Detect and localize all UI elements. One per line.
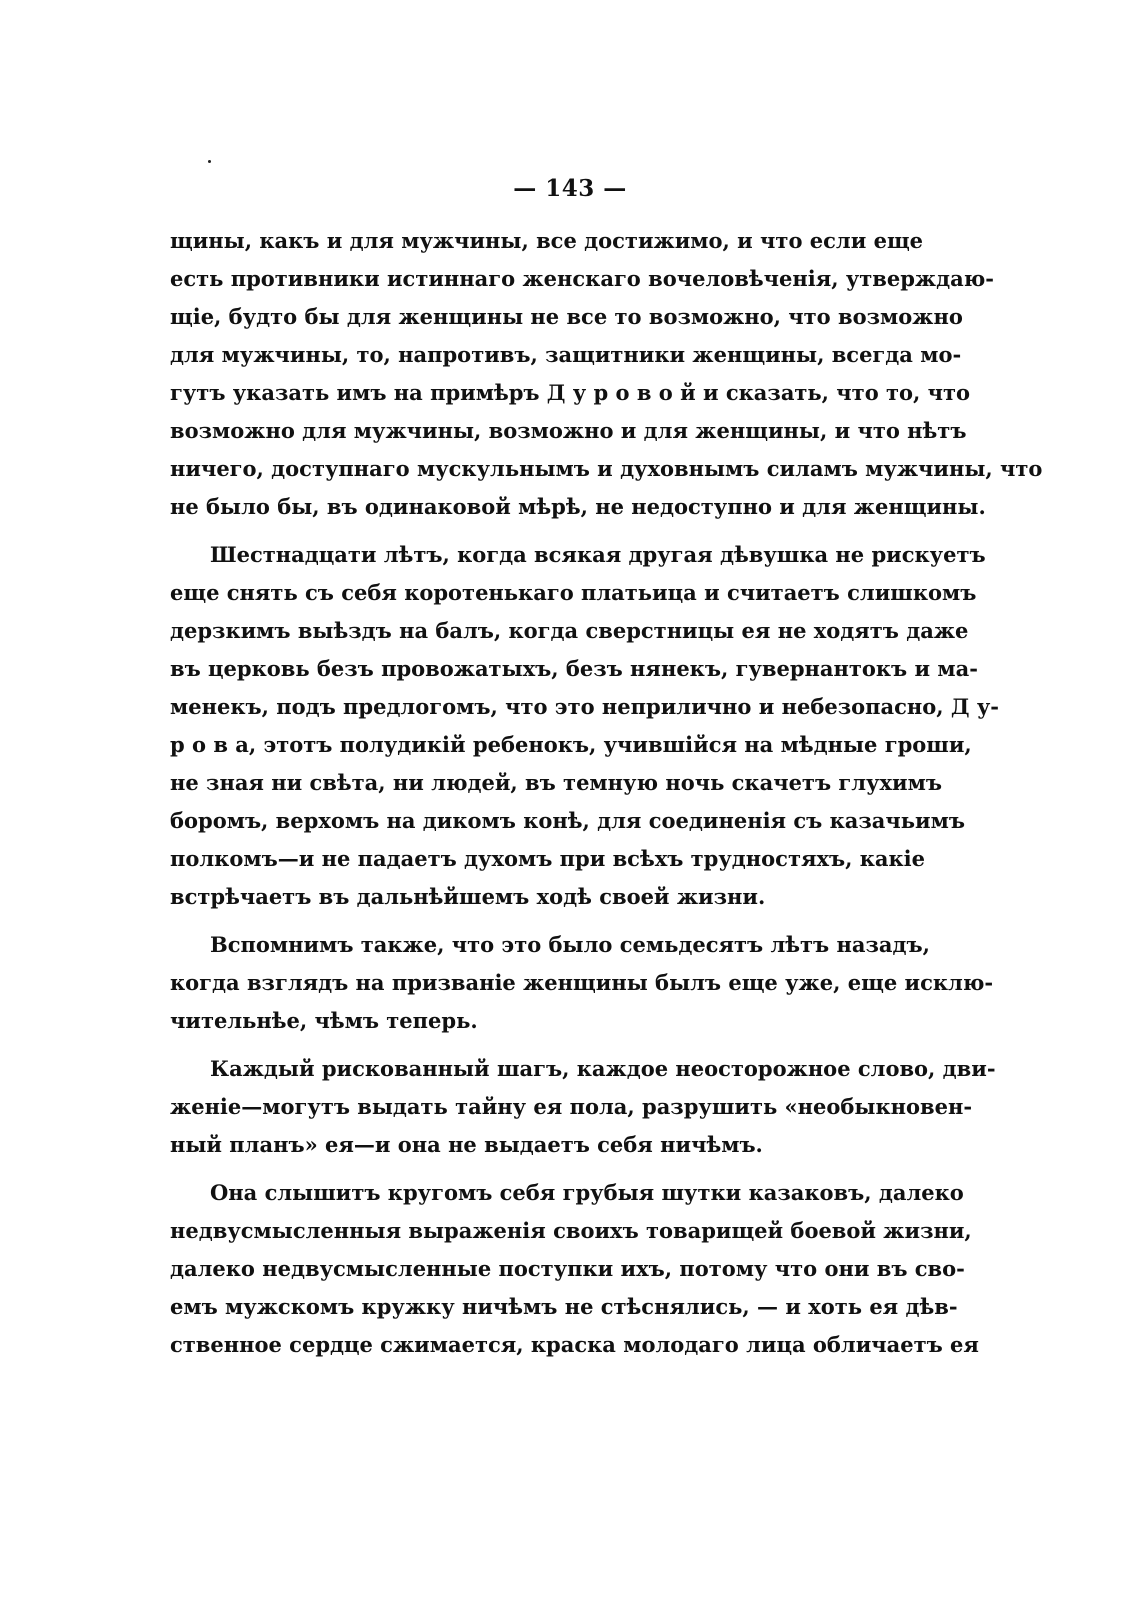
page-number: — 143 — [513,175,627,202]
body-text [170,222,1043,1374]
text-line: емъ мужскомъ кружку ничѣмъ не стѣснялись, — и хоть ея дѣв- [170,1294,958,1319]
text-line: ничего, доступнаго мускульнымъ и духовнымъ силамъ мужчины, что [170,456,1043,481]
text-line: ный планъ» ея—и она не выдаетъ себя ничѣмъ. [170,1132,763,1157]
paragraph [170,222,1043,526]
text-line: женіе—могутъ выдать тайну ея пола, разрушить «необыкновен- [170,1094,973,1119]
text-line: Она слышитъ кругомъ себя грубыя шутки казаковъ, далеко [210,1180,964,1205]
text-line: недвусмысленныя выраженія своихъ товарищей боевой жизни, [170,1218,972,1243]
paragraph [170,926,994,1040]
text-line: щины, какъ и для мужчины, все достижимо, и что если еще [170,228,924,253]
text-line: полкомъ—и не падаетъ духомъ при всѣхъ трудностяхъ, какіе [170,846,926,871]
text-line: не зная ни свѣта, ни людей, въ темную ночь скачетъ глухимъ [170,770,942,795]
text-line: боромъ, верхомъ на дикомъ конѣ, для соединенія съ казачьимъ [170,808,965,833]
text-line: менекъ, подъ предлогомъ, что это неприлично и небезопасно, Д у- [170,694,1000,719]
text-line: гутъ указать имъ на примѣръ Д у р о в о й и сказать, что то, что [170,380,971,405]
text-line: щіе, будто бы для женщины не все то возможно, что возможно [170,304,963,329]
text-line: когда взглядъ на призваніе женщины былъ еще уже, еще исклю- [170,970,994,995]
text-line: ственное сердце сжимается, краска молодаго лица обличаетъ ея [170,1332,979,1357]
paragraph [170,1050,996,1164]
print-speck [208,160,211,163]
text-line: для мужчины, то, напротивъ, защитники женщины, всегда мо- [170,342,962,367]
text-line: встрѣчаетъ въ дальнѣйшемъ ходѣ своей жизни. [170,884,766,909]
text-line: дерзкимъ выѣздъ на балъ, когда сверстницы ея не ходятъ даже [170,618,969,643]
text-line: далеко недвусмысленные поступки ихъ, потому что они въ сво- [170,1256,965,1281]
text-line: есть противники истиннаго женскаго вочеловѣченія, утверждаю- [170,266,994,291]
text-line: Вспомнимъ также, что это было семьдесятъ лѣтъ назадъ, [210,932,930,957]
text-line: Каждый рискованный шагъ, каждое неосторожное слово, дви- [210,1056,996,1081]
text-line: возможно для мужчины, возможно и для женщины, и что нѣтъ [170,418,967,443]
text-line: Шестнадцати лѣтъ, когда всякая другая дѣвушка не рискуетъ [210,542,986,567]
text-line: не было бы, въ одинаковой мѣрѣ, не недоступно и для женщины. [170,494,986,519]
text-line: чительнѣе, чѣмъ теперь. [170,1008,478,1033]
text-line: въ церковь безъ провожатыхъ, безъ нянекъ, гувернантокъ и ма- [170,656,978,681]
text-line: еще снять съ себя коротенькаго платьица и считаетъ слишкомъ [170,580,977,605]
paragraph [170,536,1000,916]
text-line: р о в а, этотъ полудикій ребенокъ, учившійся на мѣдные гроши, [170,732,972,757]
paragraph [170,1174,979,1364]
